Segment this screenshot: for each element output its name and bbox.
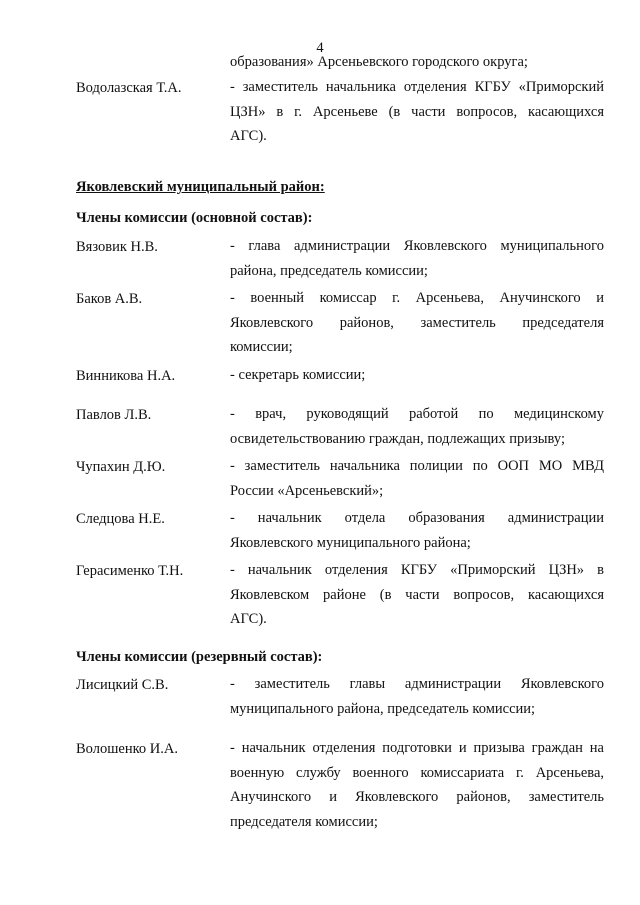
section-reserve-heading: Члены комиссии (резервный состав): [76, 649, 323, 665]
member-role-voloshenko: - начальник отделения подготовки и призыва граждан на военную службу военного комиссариата г. Арсеньева, Анучинского и Яковлевского районов, заместитель председателя комиссии; [230, 740, 604, 830]
member-role-lisitsky: - заместитель главы администрации Яковлевского муниципального района, председатель комиссии; [230, 676, 604, 717]
member-name-bakov: Баков А.В. [76, 291, 143, 307]
member-name-vodolazskaya: Водолазская Т.А. [76, 80, 182, 96]
member-role-bakov: - военный комиссар г. Арсеньева, Анучинского и Яковлевского районов, заместитель председателя комиссии; [230, 290, 604, 356]
member-name-pavlov: Павлов Л.В. [76, 407, 152, 423]
member-role-vyazovik: - глава администрации Яковлевского муниципального района, председатель комиссии; [230, 238, 604, 279]
member-role-vinnikova: - секретарь комиссии; [230, 367, 366, 383]
member-name-voloshenko: Волошенко И.А. [76, 741, 178, 757]
member-name-lisitsky: Лисицкий С.В. [76, 677, 169, 693]
member-name-vyazovik: Вязовик Н.В. [76, 239, 158, 255]
member-name-sledtsova: Следцова Н.Е. [76, 511, 165, 527]
top-continuation-text: образования» Арсеньевского городского округа; [230, 54, 528, 70]
member-role-gerasimenko: - начальник отделения КГБУ «Приморский ЦЗН» в Яковлевском районе (в части вопросов, касающихся АГС). [230, 562, 604, 628]
member-role-sledtsova: - начальник отдела образования администрации Яковлевского муниципального района; [230, 510, 604, 551]
section-main-heading: Члены комиссии (основной состав): [76, 210, 313, 226]
member-name-vinnikova: Винникова Н.А. [76, 368, 176, 384]
member-role-vodolazskaya: - заместитель начальника отделения КГБУ «Приморский ЦЗН» в г. Арсеньеве (в части вопросов, касающихся АГС). [230, 79, 604, 145]
member-name-chupakhin: Чупахин Д.Ю. [76, 459, 166, 475]
page-number: 4 [316, 40, 324, 56]
member-role-pavlov: - врач, руководящий работой по медицинскому освидетельствованию граждан, подлежащих призыву; [230, 406, 604, 447]
member-role-chupakhin: - заместитель начальника полиции по ООП МО МВД России «Арсеньевский»; [230, 458, 604, 499]
member-name-gerasimenko: Герасименко Т.Н. [76, 563, 184, 579]
district-heading: Яковлевский муниципальный район: [76, 179, 325, 195]
